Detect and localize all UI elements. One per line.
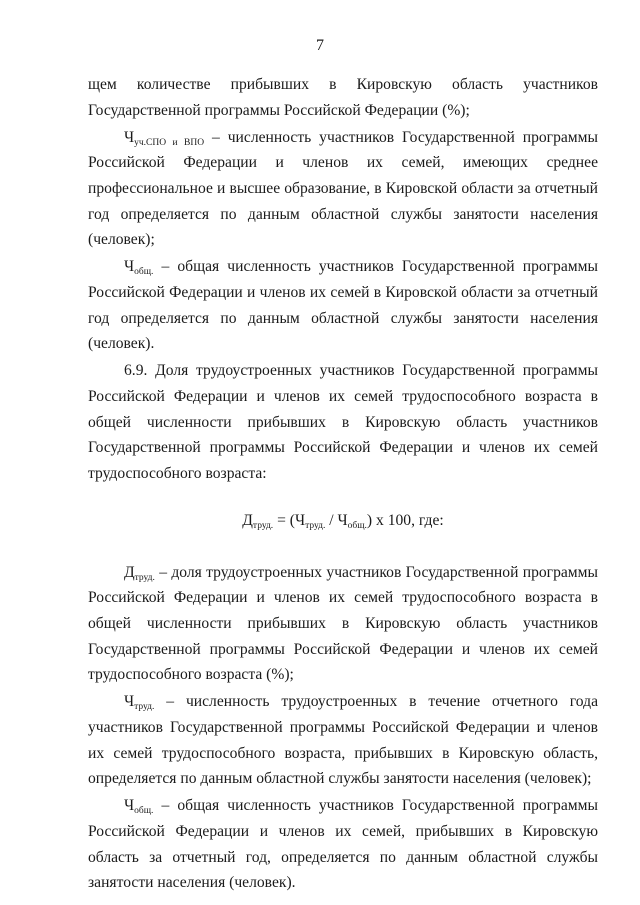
definition-text: – общая численность участников Государственной программы Российской Федерации и членов их семей, прибывших в Кировскую область за отчетный год, определяется по данным областной службы занятости населения (человек). [88, 797, 598, 892]
definition-ch-trud [88, 689, 598, 791]
symbol: Ч [124, 258, 135, 276]
document-body [88, 72, 598, 897]
definition-text: – численность участников Государственной программы Российской Федерации и членов их семей, имеющих среднее профессиональное и высшее образование, в Кировской области за отчетный год определяется по данным областной службы занятости населения (человек); [88, 128, 598, 249]
formula-numerator-subscript: труд. [305, 521, 326, 532]
definition-ch-obsh-2 [88, 793, 598, 895]
formula-denominator-subscript: общ. [347, 521, 367, 532]
paragraph-continuation: щем количестве прибывших в Кировскую область участников Государственной программы Российской Федерации (%); [88, 76, 598, 119]
formula-slash: / Ч [325, 512, 348, 530]
symbol: Ч [124, 128, 135, 146]
symbol-subscript: уч.СПО и ВПО [134, 137, 205, 148]
definition-ch-obsh [88, 254, 598, 356]
formula-lhs: Д [242, 512, 253, 530]
definition-d-trud [88, 560, 598, 688]
definition-ch-uch-spo-vpo [88, 125, 598, 253]
page-number: 7 [316, 37, 324, 54]
formula-lhs-subscript: труд. [252, 521, 274, 532]
symbol: Ч [124, 797, 135, 815]
formula-eq-open: = (Ч [273, 512, 306, 530]
symbol: Д [124, 563, 135, 581]
symbol-subscript: общ. [134, 806, 154, 817]
formula-tail: ) x 100, где: [366, 512, 444, 530]
symbol-subscript: труд. [134, 572, 155, 583]
definition-text: – доля трудоустроенных участников Государственной программы Российской Федерации и членов их семей трудоспособного возраста в общей численности прибывших в Кировскую область участников Государственной программы Российской Федерации и членов их семей трудоспособного возраста (%); [88, 563, 598, 684]
formula [88, 508, 598, 534]
section-6-9: 6.9. Доля трудоустроенных участников Государственной программы Российской Федерации и членов их семей трудоспособного возраста в общей численности прибывших в Кировскую область участников Государственной программы Российской Федерации и членов их семей трудоспособного возраста: [88, 362, 598, 482]
definition-text: – численность трудоустроенных в течение отчетного года участников Государственной программы Российской Федерации и членов их семей трудоспособного возраста, прибывших в Кировскую область, определяется по данным областной службы занятости населения (человек); [88, 693, 598, 788]
definition-text: – общая численность участников Государственной программы Российской Федерации и членов их семей в Кировской области за отчетный год определяется по данным областной службы занятости населения (человек). [88, 258, 598, 353]
symbol: Ч [124, 693, 135, 711]
symbol-subscript: труд. [134, 702, 155, 713]
symbol-subscript: общ. [134, 267, 154, 278]
